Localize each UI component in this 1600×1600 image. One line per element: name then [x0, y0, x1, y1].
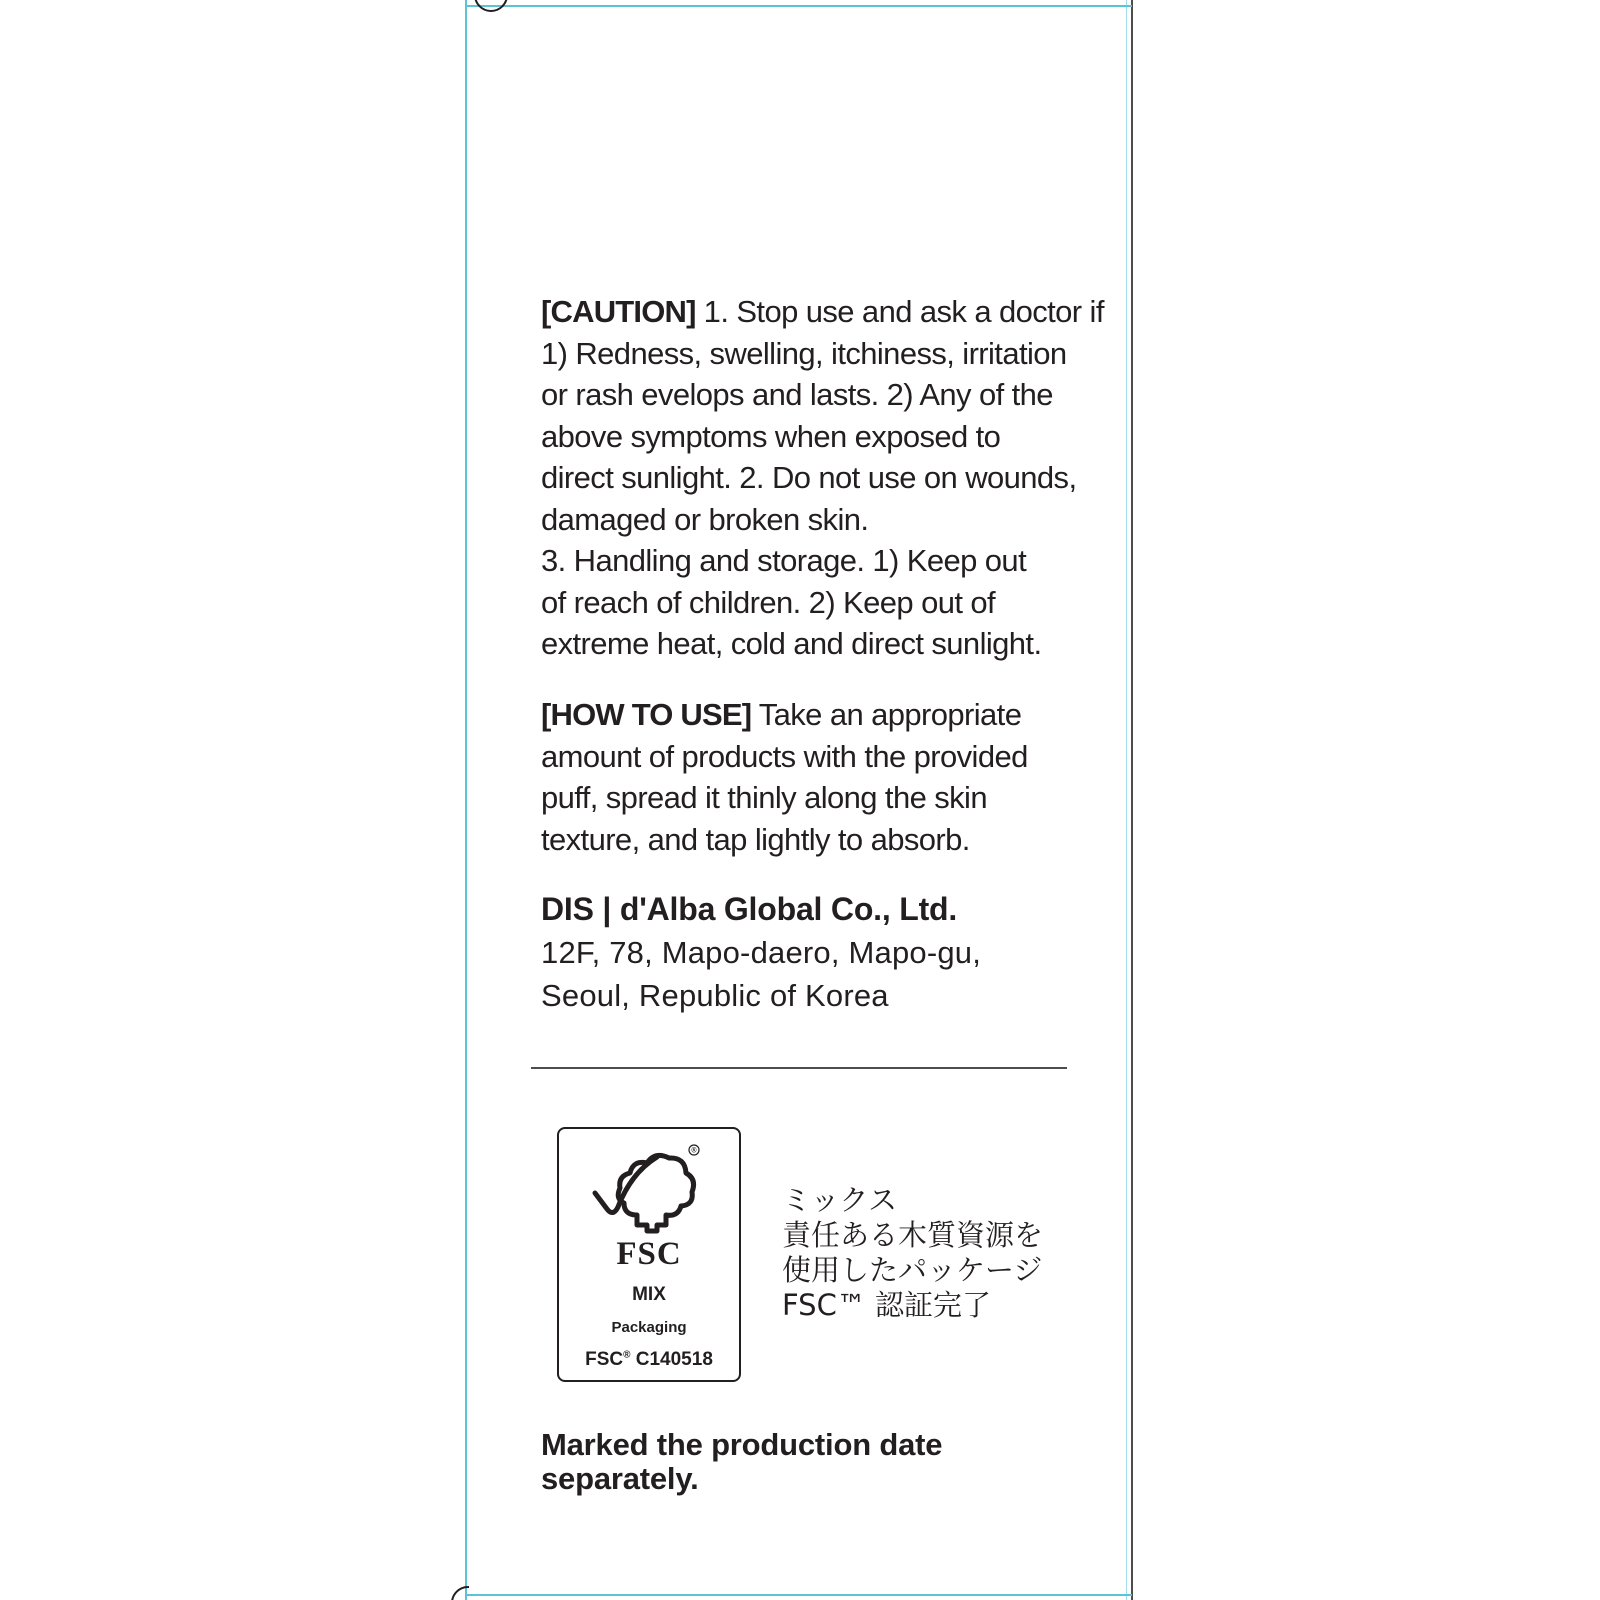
production-date-note [541, 1428, 1061, 1496]
dieline-bottom-edge [466, 1594, 1132, 1596]
caution-section [541, 291, 1104, 665]
how-to-use-section [541, 694, 1061, 860]
fsc-jp-line-3: 使用したパッケージ [782, 1253, 1043, 1287]
caution-line-2: 1) Redness, swelling, itchiness, irritation [541, 335, 1067, 371]
production-note-line-2: separately. [541, 1461, 699, 1496]
caution-line-4: above symptoms when exposed to [541, 418, 1001, 454]
fsc-jp-line-4: FSC™ 認証完了 [782, 1288, 992, 1322]
caution-line-1: [CAUTION] 1. Stop use and ask a doctor if [541, 294, 1104, 329]
fsc-packaging-label: Packaging [611, 1319, 687, 1336]
fsc-jp-line-2: 責任ある木質資源を [782, 1218, 1044, 1252]
fsc-code-prefix: FSC [585, 1349, 624, 1370]
how-to-use-heading: [HOW TO USE] [541, 697, 752, 732]
fsc-code-number: C140518 [630, 1349, 713, 1370]
caution-line-9: extreme heat, cold and direct sunlight. [541, 626, 1042, 661]
caution-line-3: or rash evelops and lasts. 2) Any of the [541, 377, 1053, 412]
dieline-right-edge [1131, 0, 1133, 1600]
caution-line-6: damaged or broken skin. [541, 501, 869, 537]
fsc-mix-label: MIX [632, 1284, 666, 1305]
dieline-bottom-corner-arc [451, 1586, 485, 1600]
how-to-use-line-1: [HOW TO USE] Take an appropriate [541, 697, 1022, 732]
fsc-certification-badge [557, 1127, 741, 1382]
caution-line-5: direct sunlight. 2. Do not use on wounds, [541, 460, 1077, 495]
fsc-logo-text: FSC [616, 1236, 682, 1272]
distributor-name: DIS | d'Alba Global Co., Ltd. [541, 891, 958, 927]
dieline-right-inner-edge [1126, 0, 1127, 1600]
distributor-address-line-1: 12F, 78, Mapo-daero, Mapo-gu, [541, 935, 982, 970]
fsc-jp-line-1: ミックス [782, 1183, 898, 1217]
how-to-use-line-2: amount of products with the provided [541, 738, 1028, 774]
fsc-checkmark-tree-icon [591, 1143, 701, 1239]
caution-heading: [CAUTION] [541, 294, 696, 329]
dieline-top-corner-arc [474, 0, 508, 12]
distributor-address-line-2: Seoul, Republic of Korea [541, 978, 889, 1013]
dieline-top-edge [466, 5, 1132, 7]
how-to-use-line-3: puff, spread it thinly along the skin [541, 780, 987, 815]
how-to-use-line-4: texture, and tap lightly to absorb. [541, 821, 970, 857]
caution-line-7: 3. Handling and storage. 1) Keep out [541, 543, 1027, 578]
fsc-license-code [559, 1349, 739, 1371]
caution-line-8: of reach of children. 2) Keep out of [541, 584, 996, 620]
distributor-section [541, 887, 1061, 1017]
production-note-line-1: Marked the production date [541, 1427, 943, 1462]
section-divider [531, 1067, 1067, 1069]
fsc-registered-mark: ® [691, 1147, 697, 1155]
dieline-left-edge [465, 0, 467, 1600]
fsc-japanese-description [782, 1183, 1082, 1323]
fsc-code-registered-mark: ® [623, 1349, 631, 1361]
